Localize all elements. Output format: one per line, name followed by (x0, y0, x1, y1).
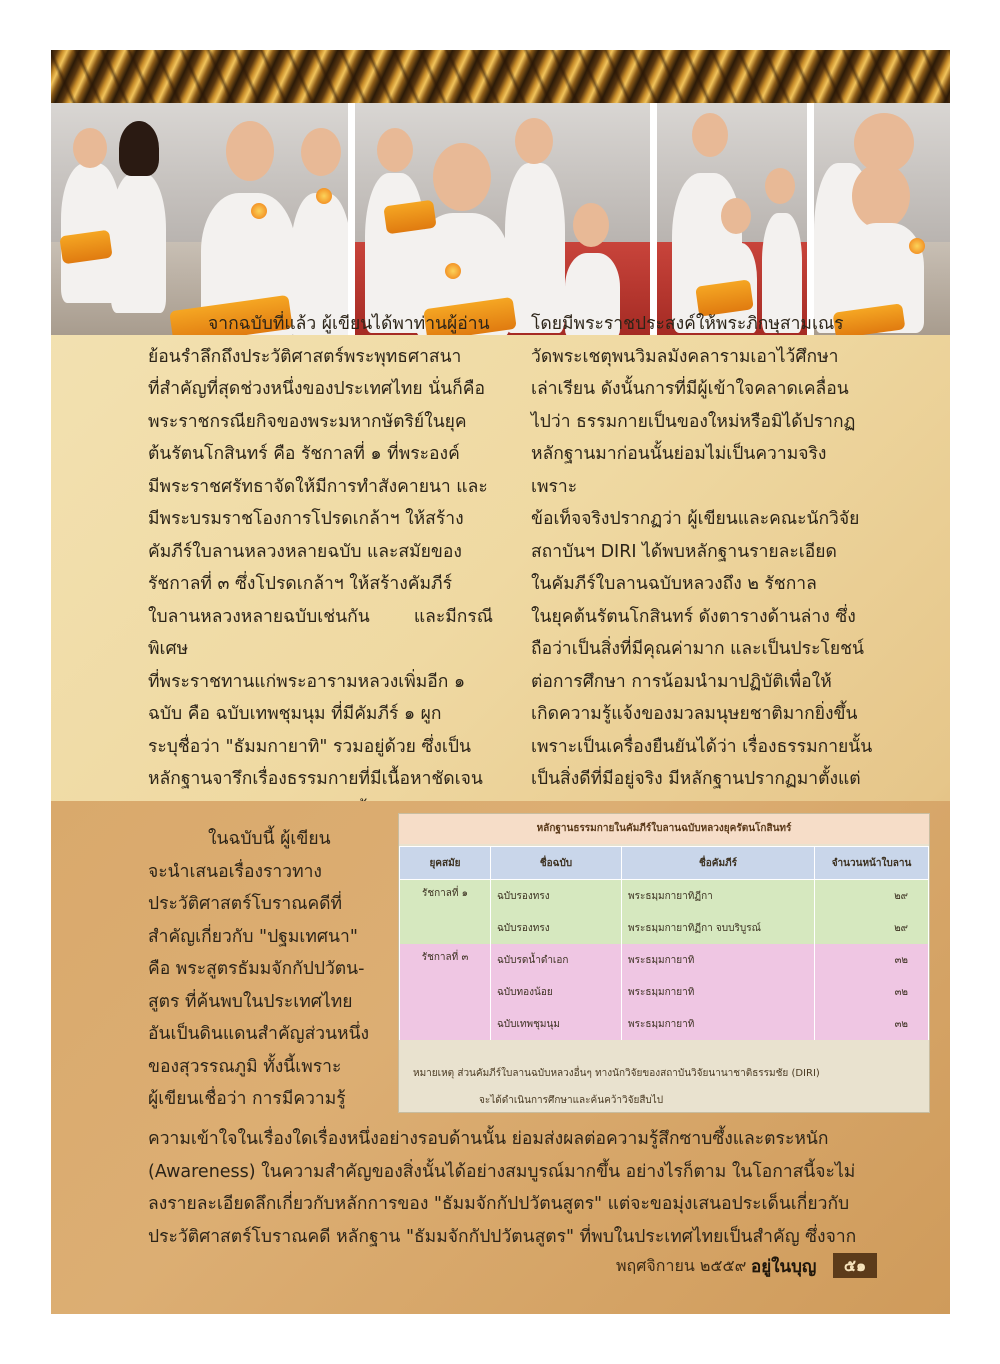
text-line: ในยุคต้นรัตนโกสินทร์ ดังตารางด้านล่าง ซึ่ง (531, 606, 856, 627)
text-line: ลงรายละเอียดลึกเกี่ยวกับหลักการของ "ธัมมจักกัปปวัตนสูตร" แต่จะขอมุ่งเสนอประเด็นเกี่ยวกับ (148, 1194, 850, 1214)
text-line: ไปว่า ธรรมกายเป็นของใหม่หรือมิได้ปรากฏ (531, 411, 856, 432)
issue-date: พฤศจิกายน ๒๕๕๙ (616, 1256, 747, 1275)
text-line: ในฉบับนี้ ผู้เขียน (208, 829, 331, 849)
text-line: รัชกาลที่ ๓ ซึ่งโปรดเกล้าฯ ให้สร้างคัมภีร์ (148, 574, 452, 594)
table-cell: รัชกาลที่ ๑ (400, 880, 491, 945)
table-cell: พระธมฺมกายาทิ (622, 1008, 815, 1040)
table-cell: พระธมฺมกายาทิฏีกา (622, 880, 815, 913)
table-cell: ฉบับเทพชุมนุม (491, 1008, 622, 1040)
table-cell: ๓๒ (815, 976, 929, 1008)
text-column-left (148, 308, 493, 828)
magazine-page (51, 50, 950, 1314)
text-column-narrow (148, 823, 373, 1116)
table-cell: ๓๒ (815, 1008, 929, 1040)
text-line: สำคัญเกี่ยวกับ "ปฐมเทศนา" (148, 926, 358, 947)
text-line: คือ พระสูตรธัมมจักกัปปวัตน- (148, 959, 365, 979)
text-line: ผู้เขียนเชื่อว่า การมีความรู้ (148, 1089, 346, 1109)
photo-ceremony-4 (814, 103, 950, 335)
text-line: หลักฐานมาก่อนนั้นย่อมไม่เป็นความจริง เพราะ (531, 444, 827, 497)
page-number: ๕๑ (833, 1253, 877, 1278)
text-line: ต้นรัตนโกสินทร์ คือ รัชกาลที่ ๑ ที่พระองค์ (148, 444, 460, 464)
text-line: ฉบับ คือ ฉบับเทพชุมนุม ที่มีคัมภีร์ ๑ ผูก (148, 704, 442, 724)
text-line: สูตร ที่ค้นพบในประเทศไทย (148, 991, 353, 1012)
table-cell: พระธมฺมกายาทิ (622, 976, 815, 1008)
text-line: ย้อนรำลึกถึงประวัติศาสตร์พระพุทธศาสนา (148, 346, 462, 367)
photo-ceremony-1 (51, 103, 348, 335)
text-line: เล่าเรียน ดังนั้นการที่มีผู้เข้าใจคลาดเคลื่อน (531, 379, 849, 399)
table-header-row (400, 847, 929, 880)
table-cell: ๓๒ (815, 944, 929, 976)
table-row (400, 944, 929, 976)
photo-ceremony-2 (355, 103, 650, 335)
table-cell: ๒๙ (815, 880, 929, 913)
text-line: มีพระบรมราชโองการโปรดเกล้าฯ ให้สร้าง (148, 509, 464, 529)
table-cell: ฉบับรดน้ำดำเอก (491, 944, 622, 976)
text-column-wide (148, 1123, 883, 1253)
text-line: (Awareness) ในความสำคัญของสิ่งนั้นได้อย่างสมบูรณ์มากขึ้น อย่างไรก็ตาม ในโอกาสนี้จะไม่ (148, 1161, 856, 1182)
text-line: ต่อการศึกษา การน้อมนำมาปฏิบัติเพื่อให้ (531, 671, 832, 692)
text-line: สถาบันฯ DIRI ได้พบหลักฐานรายละเอียด (531, 541, 837, 562)
text-line: อันเป็นดินแดนสำคัญส่วนหนึ่ง (148, 1024, 370, 1044)
table-grid (399, 846, 929, 1040)
text-line: ข้อเท็จจริงปรากฏว่า ผู้เขียนและคณะนักวิจัย (531, 509, 860, 529)
text-line: มีพระราชศรัทธาจัดให้มีการทำสังคายนา และ (148, 476, 488, 497)
table-header: ชื่อฉบับ (491, 847, 622, 880)
table-cell: พระธมฺมกายาทิฏีกา จบบริบูรณ์ (622, 912, 815, 944)
photo-strip (51, 103, 950, 335)
text-line: ในคัมภีร์ใบลานฉบับหลวงถึง ๒ รัชกาล (531, 574, 817, 594)
text-line: ประวัติศาสตร์โบราณคดีที่ (148, 894, 343, 914)
photo-ceremony-3 (657, 103, 807, 335)
text-line: โดยมีพระราชประสงค์ให้พระภิกษุสามเณร (531, 314, 844, 334)
text-line: วัดพระเชตุพนวิมลมังคลารามเอาไว้ศึกษา (531, 346, 839, 367)
text-line: เป็นสิ่งดีที่มีอยู่จริง มีหลักฐานปรากฏมาตั้งแต่ (531, 769, 861, 789)
text-line: ความเข้าใจในเรื่องใดเรื่องหนึ่งอย่างรอบด้านนั้น ย่อมส่งผลต่อความรู้สึกซาบซึ้งและตระหนัก (148, 1129, 829, 1149)
text-line: พระราชกรณียกิจของพระมหากษัตริย์ในยุค (148, 411, 467, 432)
table-header: ชื่อคัมภีร์ (622, 847, 815, 880)
text-line: จากฉบับที่แล้ว ผู้เขียนได้พาท่านผู้อ่าน (208, 314, 490, 334)
evidence-table (398, 813, 930, 1113)
table-note: หมายเหตุ ส่วนคัมภีร์ใบลานฉบับหลวงอื่นๆ ทางนักวิจัยของสถาบันวิจัยนานาชาติธรรมชัย (DIRI) (413, 1068, 820, 1079)
table-header: จำนวนหน้าใบลาน (815, 847, 929, 880)
text-column-right (531, 308, 876, 828)
table-note: จะได้ดำเนินการศึกษาและค้นคว้าวิจัยสืบไป (479, 1095, 664, 1106)
table-cell: ฉบับรองทรง (491, 880, 622, 913)
text-line: ระบุชื่อว่า "ธัมมกายาทิ" รวมอยู่ด้วย ซึ่งเป็น (148, 736, 471, 757)
lower-section (51, 801, 950, 1314)
table-cell: ฉบับทองน้อย (491, 976, 622, 1008)
table-header: ยุคสมัย (400, 847, 491, 880)
text-line: ของสุวรรณภูมิ ทั้งนี้เพราะ (148, 1056, 342, 1077)
table-cell: ๒๙ (815, 912, 929, 944)
text-line: ถือว่าเป็นสิ่งที่มีคุณค่ามาก และเป็นประโยชน์ (531, 639, 864, 659)
text-line: เพราะเป็นเครื่องยืนยันได้ว่า เรื่องธรรมกายนั้น (531, 736, 873, 757)
text-line: ที่สำคัญที่สุดช่วงหนึ่งของประเทศไทย นั่นก็คือ (148, 379, 485, 399)
text-line: เกิดความรู้แจ้งของมวลมนุษยชาติมากยิ่งขึ้น (531, 704, 858, 724)
text-line: ใบลานหลวงหลายฉบับเช่นกัน และมีกรณีพิเศษ (148, 606, 493, 659)
text-line: ที่พระราชทานแก่พระอารามหลวงเพิ่มอีก ๑ (148, 671, 466, 692)
table-title: หลักฐานธรรมกายในคัมภีร์ใบลานฉบับหลวงยุครัตนโกสินทร์ (399, 814, 929, 844)
ornament-banner (51, 50, 950, 103)
text-line: ประวัติศาสตร์โบราณคดี หลักฐาน "ธัมมจักกัปปวัตนสูตร" ที่พบในประเทศไทยเป็นสำคัญ ซึ่งจาก (148, 1226, 857, 1247)
table-cell: ฉบับรองทรง (491, 912, 622, 944)
magazine-name: อยู่ในบุญ (751, 1257, 817, 1277)
text-line: จะนำเสนอเรื่องราวทาง (148, 861, 322, 882)
table-row (400, 880, 929, 913)
text-line: หลักฐานจารึกเรื่องธรรมกายที่มีเนื้อหาชัดเจน (148, 769, 483, 789)
table-cell: พระธมฺมกายาทิ (622, 944, 815, 976)
text-line: คัมภีร์ใบลานหลวงหลายฉบับ และสมัยของ (148, 541, 462, 562)
table-cell: รัชกาลที่ ๓ (400, 944, 491, 1040)
